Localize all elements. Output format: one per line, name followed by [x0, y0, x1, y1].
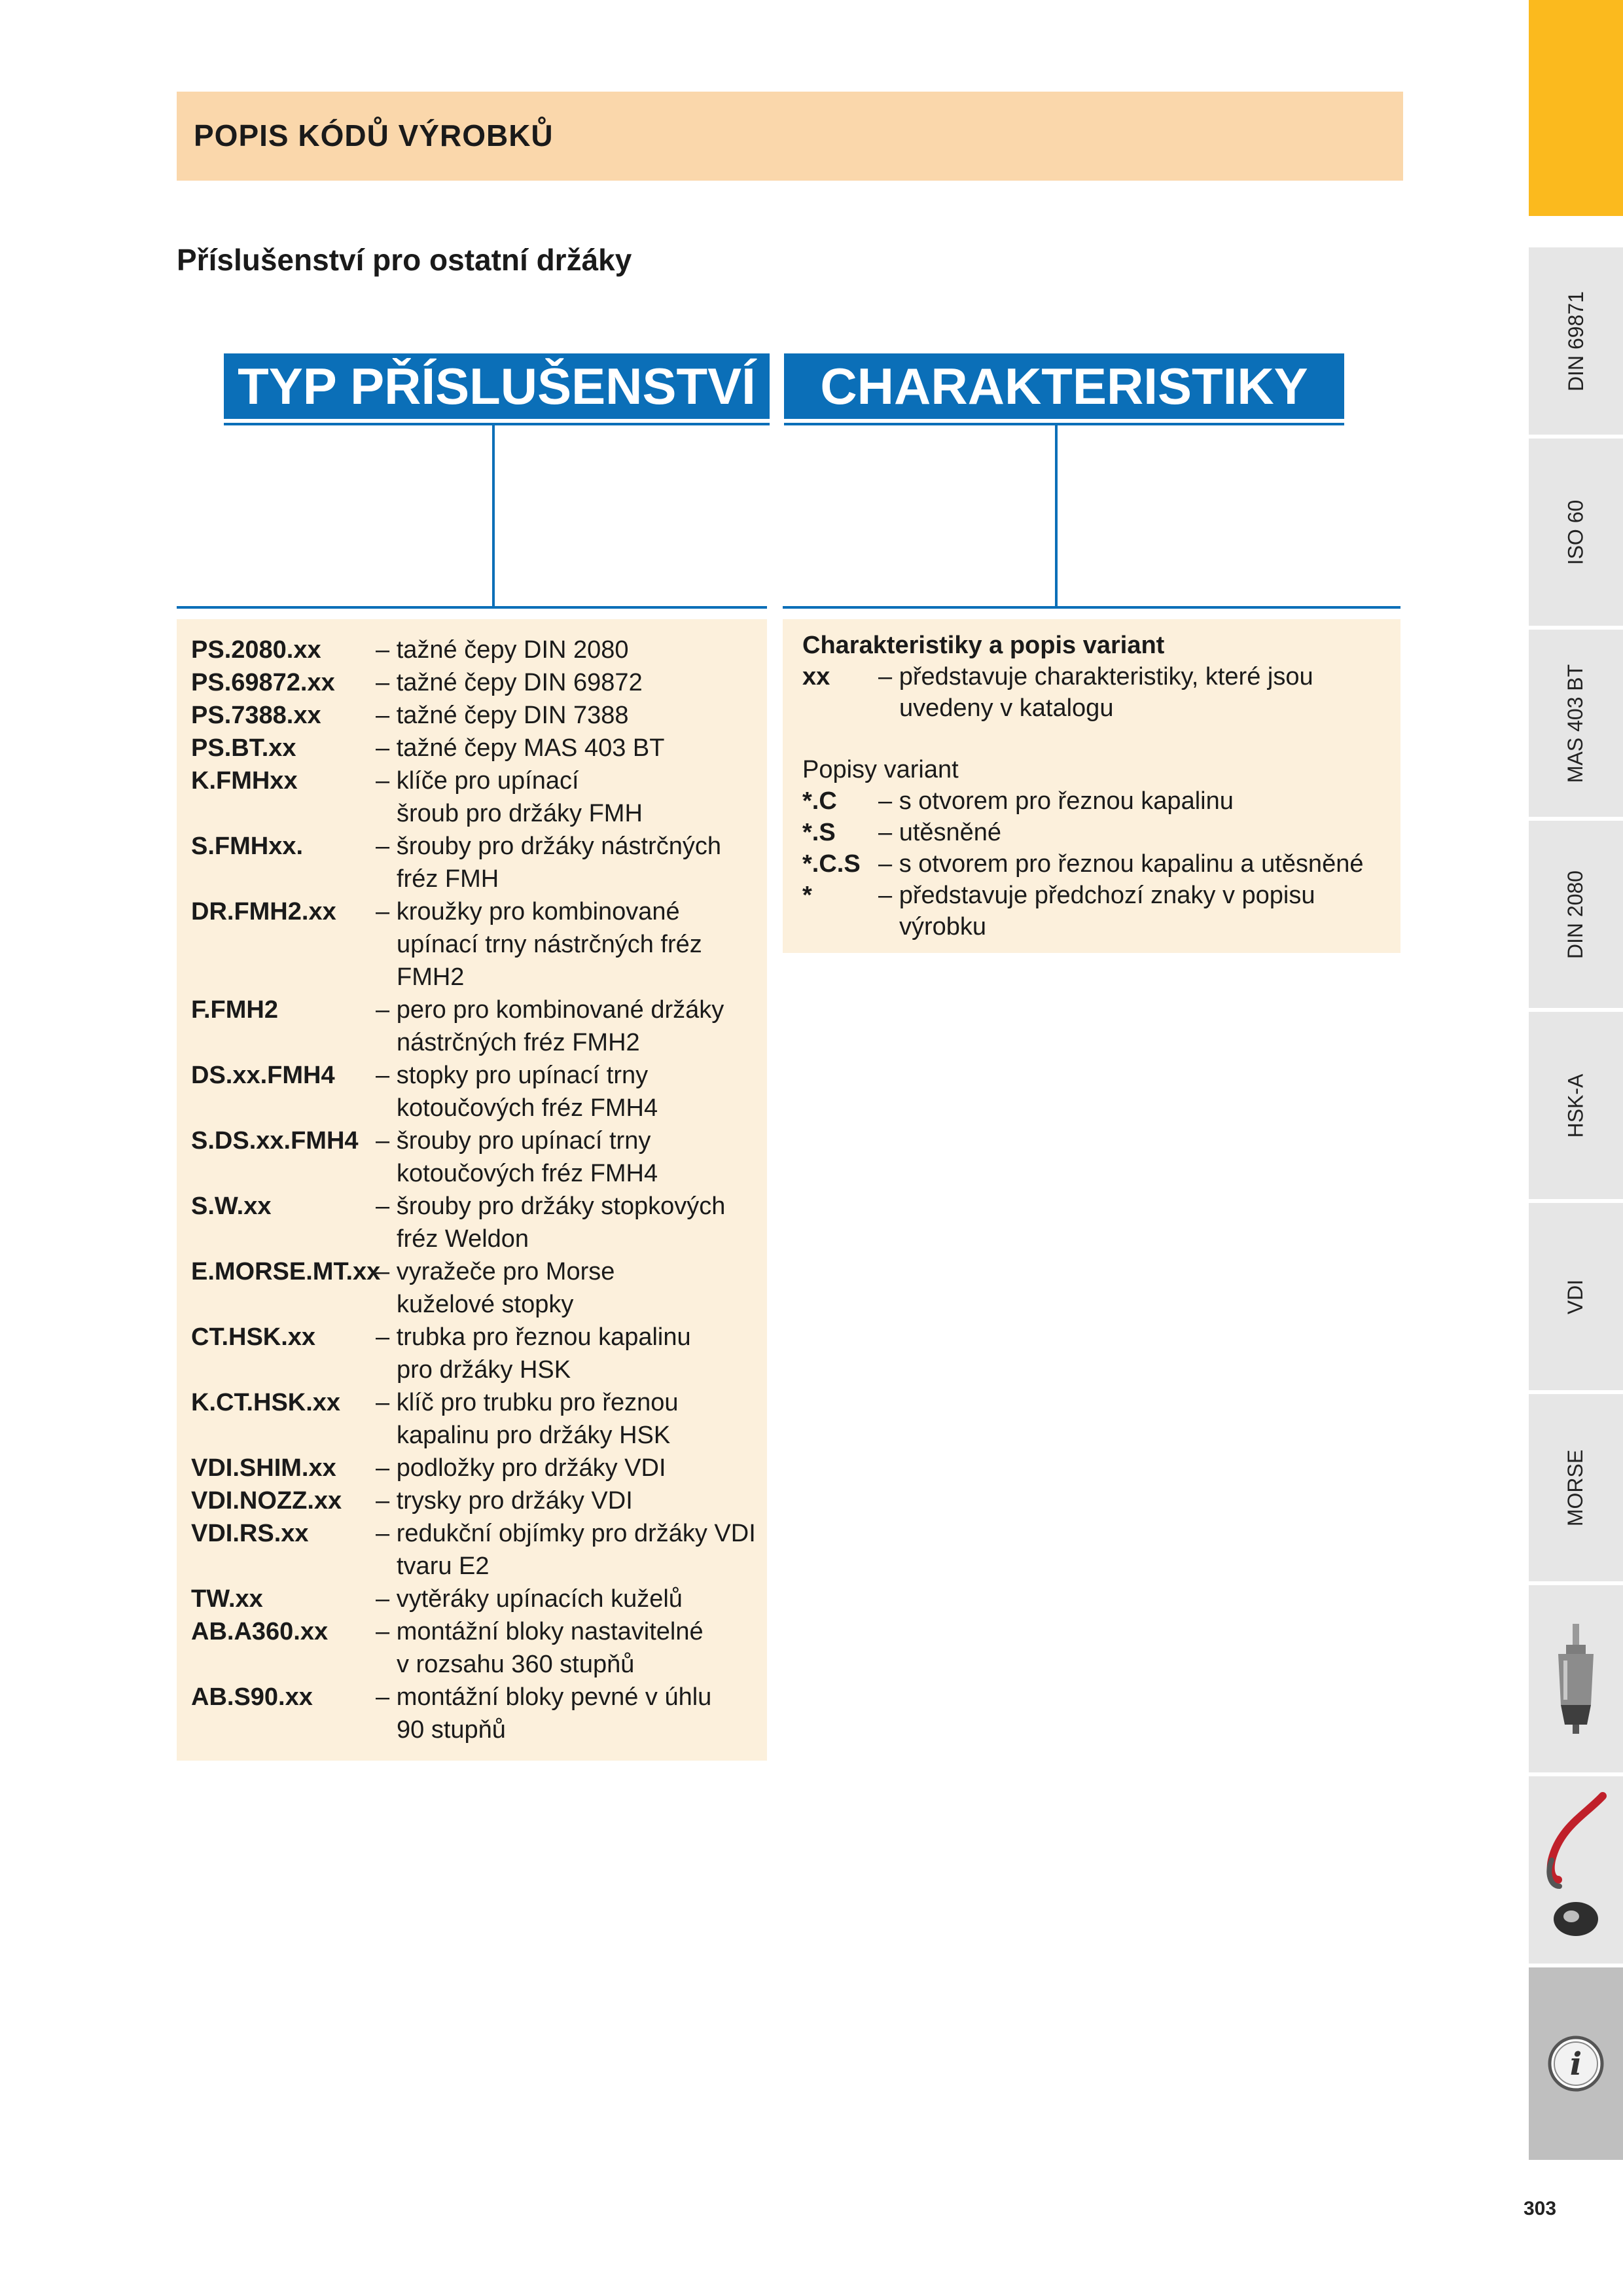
tab-mas-403-bt[interactable] [1529, 626, 1623, 817]
type-code: CT.HSK.xx [191, 1323, 316, 1351]
type-code: VDI.RS.xx [191, 1520, 309, 1547]
char-column-title: CHARAKTERISTIKY [784, 353, 1344, 419]
type-desc-cont: fréz FMH [397, 865, 499, 893]
list-item [191, 1124, 762, 1190]
type-code: S.W.xx [191, 1193, 272, 1220]
tab-label: ISO 60 [1563, 499, 1588, 565]
type-panel-topline [177, 606, 767, 609]
type-desc: – kroužky pro kombinované [376, 898, 680, 925]
variant-code: * [802, 882, 812, 909]
type-desc-cont: pro držáky HSK [397, 1356, 571, 1384]
tab-din-69871[interactable] [1529, 243, 1623, 435]
type-desc-cont: kotoučových fréz FMH4 [397, 1160, 658, 1187]
type-desc-cont: v rozsahu 360 stupňů [397, 1651, 635, 1678]
list-item [802, 817, 1391, 848]
type-desc: – tažné čepy DIN 69872 [376, 669, 643, 696]
type-code: F.FMH2 [191, 996, 278, 1024]
characteristics-list [802, 630, 1391, 942]
type-desc-cont: šroub pro držáky FMH [397, 800, 643, 827]
wrench-icon [1540, 1788, 1612, 1952]
type-code: K.FMHxx [191, 767, 298, 795]
type-list [191, 634, 762, 1746]
type-desc: – šrouby pro držáky nástrčných [376, 833, 722, 860]
tab-drill-chuck[interactable] [1529, 1581, 1623, 1772]
tab-din-2080[interactable] [1529, 817, 1623, 1008]
type-code: VDI.NOZZ.xx [191, 1487, 342, 1515]
section-header [177, 92, 1403, 181]
char-code: xx [802, 663, 830, 691]
type-desc: – klíče pro upínací [376, 767, 579, 795]
type-desc: – šrouby pro držáky stopkových [376, 1193, 726, 1220]
list-item [191, 1484, 762, 1517]
type-code: PS.2080.xx [191, 636, 321, 664]
tab-hsk-a[interactable] [1529, 1008, 1623, 1199]
list-item [191, 699, 762, 732]
type-desc: – redukční objímky pro držáky VDI [376, 1520, 756, 1547]
type-connector-line [492, 425, 495, 609]
type-desc-cont: upínací trny nástrčných fréz [397, 931, 702, 958]
list-item [191, 666, 762, 699]
type-desc: – tažné čepy MAS 403 BT [376, 734, 665, 762]
tab-accessories[interactable] [1529, 1772, 1623, 1964]
char-connector-line [1055, 425, 1058, 609]
tab-morse[interactable] [1529, 1390, 1623, 1581]
type-code: PS.BT.xx [191, 734, 296, 762]
list-item [191, 830, 762, 895]
list-item [191, 1615, 762, 1681]
type-title-underline [224, 423, 770, 425]
type-desc: – trysky pro držáky VDI [376, 1487, 633, 1515]
type-desc-cont: FMH2 [397, 963, 465, 991]
type-desc: – montážní bloky nastavitelné [376, 1618, 704, 1645]
list-item [191, 1452, 762, 1484]
list-item [191, 1583, 762, 1615]
type-desc-cont: kuželové stopky [397, 1291, 574, 1318]
type-desc-cont: kapalinu pro držáky HSK [397, 1422, 671, 1449]
type-desc: – vyražeče pro Morse [376, 1258, 615, 1285]
list-item [802, 848, 1391, 880]
list-item [191, 895, 762, 994]
list-item [191, 1255, 762, 1321]
svg-text:i: i [1569, 2046, 1582, 2083]
type-code: PS.69872.xx [191, 669, 335, 696]
tab-label: MORSE [1563, 1449, 1588, 1526]
list-item [191, 994, 762, 1059]
list-item [191, 1386, 762, 1452]
type-code: PS.7388.xx [191, 702, 321, 729]
type-desc: – tažné čepy DIN 7388 [376, 702, 629, 729]
page-subtitle: Příslušenství pro ostatní držáky [177, 243, 632, 277]
char-panel-topline [783, 606, 1400, 609]
variant-desc-cont: výrobku [899, 913, 987, 941]
drill-chuck-icon [1546, 1620, 1605, 1738]
char-desc-cont: uvedeny v katalogu [899, 694, 1114, 722]
type-desc: – klíč pro trubku pro řeznou [376, 1389, 679, 1416]
type-desc: – šrouby pro upínací trny [376, 1127, 651, 1155]
list-item [191, 1190, 762, 1255]
type-desc: – trubka pro řeznou kapalinu [376, 1323, 691, 1351]
variant-code: *.C [802, 787, 837, 815]
type-code: AB.A360.xx [191, 1618, 329, 1645]
list-item [191, 732, 762, 764]
list-item [191, 634, 762, 666]
tab-label: MAS 403 BT [1563, 664, 1588, 783]
variant-desc: – s otvorem pro řeznou kapalinu [878, 787, 1234, 815]
list-item [191, 1059, 762, 1124]
page-number: 303 [1524, 2198, 1557, 2219]
section-title: POPIS KÓDŮ VÝROBKŮ [194, 118, 554, 152]
type-desc: – vytěráky upínacích kuželů [376, 1585, 683, 1613]
type-desc: – podložky pro držáky VDI [376, 1454, 666, 1482]
type-code: VDI.SHIM.xx [191, 1454, 336, 1482]
variant-code: *.C.S [802, 850, 861, 878]
list-item [191, 1681, 762, 1746]
type-desc-cont: 90 stupňů [397, 1716, 506, 1744]
type-code: E.MORSE.MT.xx [191, 1258, 381, 1285]
char-desc: – představuje charakteristiky, které jsou [878, 663, 1313, 691]
type-code: DR.FMH2.xx [191, 898, 336, 925]
list-item [802, 880, 1391, 942]
list-item [191, 1517, 762, 1583]
tab-info[interactable] [1529, 1964, 1623, 2160]
side-tab-bar [1529, 0, 1623, 2160]
type-desc: – stopky pro upínací trny [376, 1062, 649, 1089]
type-desc: – montážní bloky pevné v úhlu [376, 1683, 712, 1711]
variant-desc: – s otvorem pro řeznou kapalinu a utěsněné [878, 850, 1364, 878]
characteristics-title: Charakteristiky a popis variant [802, 632, 1165, 659]
type-desc-cont: fréz Weldon [397, 1225, 529, 1253]
tab-vdi[interactable] [1529, 1199, 1623, 1390]
tab-iso-60[interactable] [1529, 435, 1623, 626]
tab-label: DIN 2080 [1563, 870, 1588, 959]
type-desc-cont: nástrčných fréz FMH2 [397, 1029, 640, 1056]
type-code: S.DS.xx.FMH4 [191, 1127, 359, 1155]
type-code: TW.xx [191, 1585, 263, 1613]
tab-label: VDI [1563, 1279, 1588, 1314]
char-title-underline [784, 423, 1344, 425]
tab-label: HSK-A [1563, 1073, 1588, 1138]
tab-active-marker [1529, 0, 1623, 216]
list-item [802, 785, 1391, 817]
variants-title: Popisy variant [802, 756, 959, 783]
type-code: S.FMHxx. [191, 833, 304, 860]
type-desc-cont: kotoučových fréz FMH4 [397, 1094, 658, 1122]
type-code: K.CT.HSK.xx [191, 1389, 341, 1416]
type-desc: – tažné čepy DIN 2080 [376, 636, 629, 664]
variant-desc: – představuje předchozí znaky v popisu [878, 882, 1315, 909]
list-item [191, 1321, 762, 1386]
type-desc: – pero pro kombinované držáky [376, 996, 724, 1024]
type-desc-cont: tvaru E2 [397, 1552, 490, 1580]
type-column-title: TYP PŘÍSLUŠENSTVÍ [224, 353, 770, 419]
type-code: DS.xx.FMH4 [191, 1062, 335, 1089]
variant-code: *.S [802, 819, 836, 846]
type-code: AB.S90.xx [191, 1683, 313, 1711]
list-item [191, 764, 762, 830]
list-item [802, 661, 1391, 724]
info-icon [1546, 2034, 1605, 2093]
variant-desc: – utěsněné [878, 819, 1002, 846]
tab-label: DIN 69871 [1563, 291, 1588, 391]
